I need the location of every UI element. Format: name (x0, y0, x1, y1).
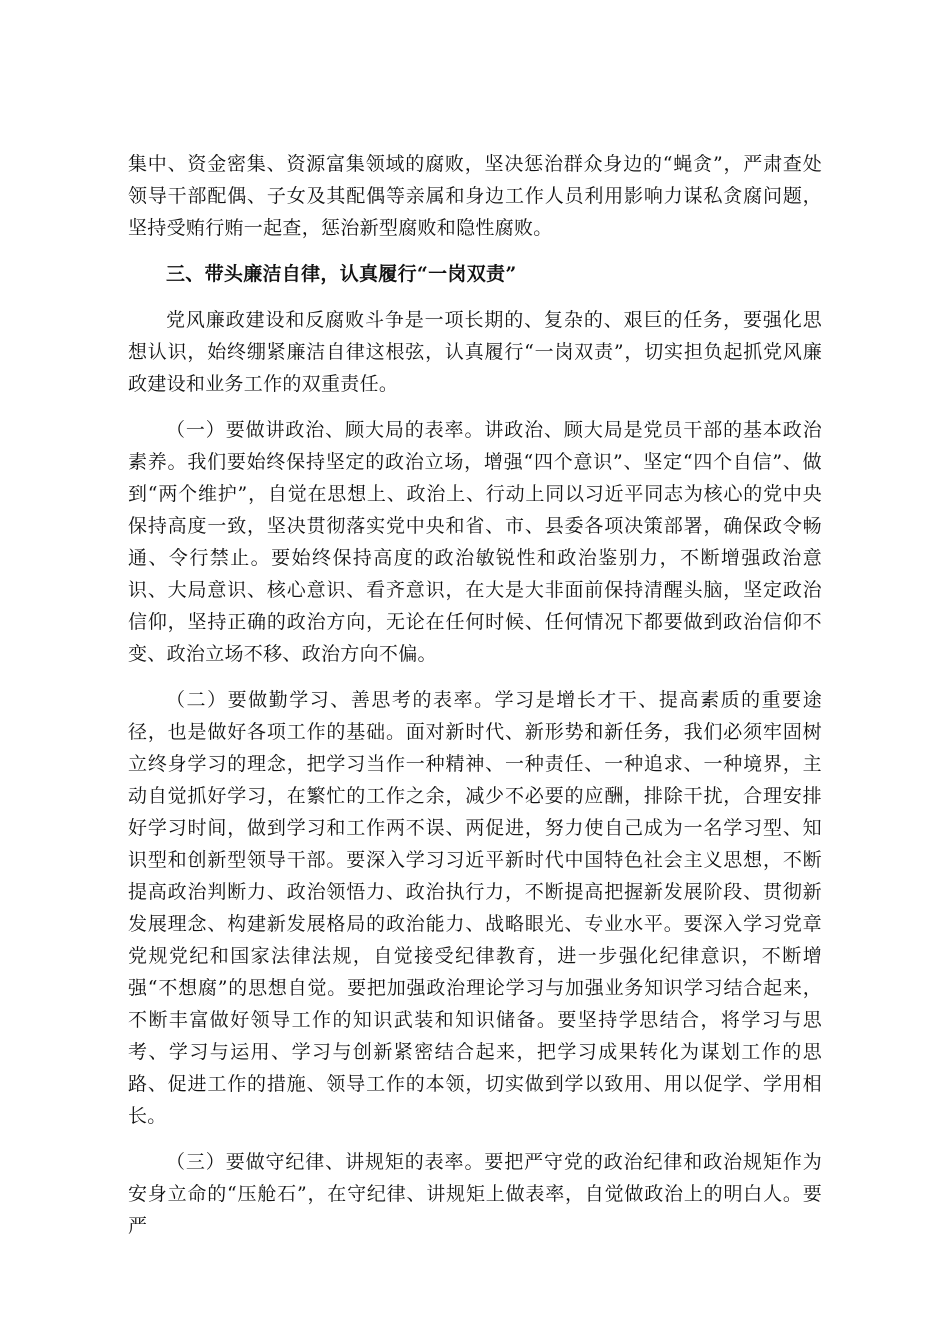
document-body (128, 148, 822, 1242)
paragraph-item-1: （一）要做讲政治、顾大局的表率。讲政治、顾大局是党员干部的基本政治素养。我们要始终保持坚定的政治立场，增强“四个意识”、坚定“四个自信”、做到“两个维护”，自觉在思想上、政治上、行动上同以习近平同志为核心的党中央保持高度一致，坚决贯彻落实党中央和省、市、县委各项决策部署，确保政令畅通、令行禁止。要始终保持高度的政治敏锐性和政治鉴别力，不断增强政治意识、大局意识、核心意识、看齐意识，在大是大非面前保持清醒头脑，坚定政治信仰，坚持正确的政治方向，无论在任何时候、任何情况下都要做到政治信仰不变、政治立场不移、政治方向不偏。 (128, 419, 822, 665)
paragraph-continuation: 集中、资金密集、资源富集领域的腐败，坚决惩治群众身边的“蝇贪”，严肃查处领导干部配偶、子女及其配偶等亲属和身边工作人员利用影响力谋私贪腐问题，坚持受贿行贿一起查，惩治新型腐败和隐性腐败。 (128, 153, 822, 239)
paragraph-intro: 党风廉政建设和反腐败斗争是一项长期的、复杂的、艰巨的任务，要强化思想认识，始终绷紧廉洁自律这根弦，认真履行“一岗双责”，切实担负起抓党风廉政建设和业务工作的双重责任。 (128, 309, 822, 395)
paragraph-item-2: （二）要做勤学习、善思考的表率。学习是增长才干、提高素质的重要途径，也是做好各项工作的基础。面对新时代、新形势和新任务，我们必须牢固树立终身学习的理念，把学习当作一种精神、一种责任、一种追求、一种境界，主动自觉抓好学习，在繁忙的工作之余，减少不必要的应酬，排除干扰，合理安排好学习时间，做到学习和工作两不误、两促进，努力使自己成为一名学习型、知识型和创新型领导干部。要深入学习习近平新时代中国特色社会主义思想，不断提高政治判断力、政治领悟力、政治执行力，不断提高把握新发展阶段、贯彻新发展理念、构建新发展格局的政治能力、战略眼光、专业水平。要深入学习党章党规党纪和国家法律法规，自觉接受纪律教育，进一步强化纪律意识，不断增强“不想腐”的思想自觉。要把加强政治理论学习与加强业务知识学习结合起来，不断丰富做好领导工作的知识武装和知识储备。要坚持学思结合，将学习与思考、学习与运用、学习与创新紧密结合起来，把学习成果转化为谋划工作的思路、促进工作的措施、领导工作的本领，切实做到学以致用、用以促学、学用相长。 (128, 689, 822, 1127)
section-heading-3: 三、带头廉洁自律，认真履行“一岗双责” (166, 263, 517, 285)
paragraph-item-3: （三）要做守纪律、讲规矩的表率。要把严守党的政治纪律和政治规矩作为安身立命的“压舱石”，在守纪律、讲规矩上做表率，自觉做政治上的明白人。要严 (128, 1151, 822, 1237)
